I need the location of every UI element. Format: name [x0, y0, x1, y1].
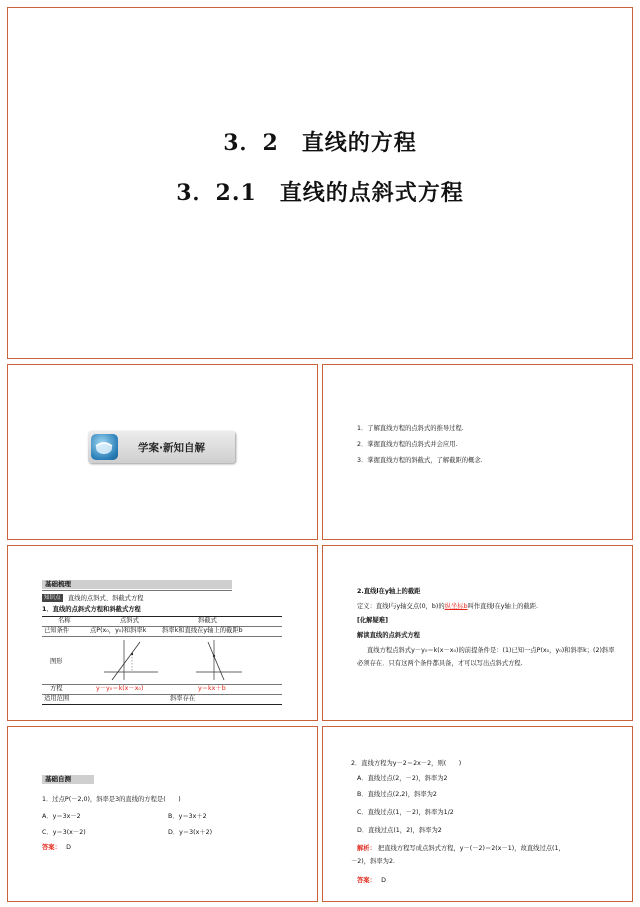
cell: 斜率k和直线在y轴上的截距b	[162, 627, 243, 634]
col-header: 斜截式	[198, 617, 217, 624]
slope-intercept-figure	[194, 638, 244, 682]
option-a[interactable]: A．y＝3x－2	[42, 813, 81, 820]
option-d[interactable]: D．y＝3(x＋2)	[168, 829, 213, 836]
table-top-rule	[42, 616, 282, 617]
learning-goals-slide	[322, 364, 633, 540]
answer-label: 答案：	[357, 877, 373, 884]
cell: 点P(x₀，y₀)和斜率k	[90, 627, 147, 634]
learning-badge-slide	[7, 364, 318, 540]
answer	[357, 877, 386, 885]
col-header: 名称	[58, 617, 71, 624]
cell: 斜率存在	[170, 695, 196, 702]
option-c[interactable]: C．直线过点(1，－2)，斜率为1/2	[357, 809, 454, 816]
goal-item: 2．掌握直线方程的点斜式并会应用.	[357, 441, 458, 448]
subsection-title: 3．2.1 直线的点斜式方程	[176, 180, 464, 206]
goal-item: 3．掌握直线方程的斜截式，了解截距的概念.	[357, 457, 483, 464]
table-title: 1．直线的点斜式方程和斜截式方程	[42, 606, 141, 613]
answer-value: D	[66, 844, 71, 851]
knowledge-title: 直线的点斜式、斜截式方程	[68, 595, 144, 602]
option-c[interactable]: C．y＝3(x－2)	[42, 829, 86, 836]
body-text: 直线方程点斜式y－y₀＝k(x－x₀)的前提条件是：(1)已知一点P(x₀，y₀)和斜率k；(2)斜率	[367, 647, 615, 654]
section-title: 3．2 直线的方程	[223, 130, 417, 156]
self-test-slide-2	[322, 726, 633, 902]
title-slide	[7, 7, 633, 359]
slope-intercept-equation: y＝kx＋b	[198, 685, 226, 692]
definition-prefix: 定义：直线l与y轴交点(0，b)的	[357, 603, 445, 610]
row-label: 适用范围	[44, 695, 70, 702]
row-label: 已知条件	[44, 627, 70, 634]
table-rule	[42, 636, 282, 637]
header-rule	[42, 590, 232, 591]
point-slope-equation: y－y₀＝k(x－x₀)	[96, 685, 144, 692]
goal-item: 1．了解直线方程的点斜式的推导过程.	[357, 425, 464, 432]
body-text: 必须存在．只有这两个条件都具备，才可以写出点斜式方程.	[357, 660, 523, 667]
table-rule	[42, 694, 282, 695]
option-d[interactable]: D．直线过点(1，2)，斜率为2	[357, 827, 442, 834]
heading: 2.直线l在y轴上的截距	[357, 588, 421, 595]
table-bottom-rule	[42, 704, 282, 705]
answer-label: 答案：	[42, 844, 58, 851]
question: 1．过点P(－2,0)，斜率是3的直线的方程是( )	[42, 796, 181, 803]
knowledge-table-slide	[7, 545, 318, 721]
analysis	[357, 845, 565, 853]
row-label: 方程	[50, 685, 63, 692]
question: 2．直线方程为y－2＝2x－2，则( )	[351, 760, 462, 767]
analysis-text-cont: －2)，斜率为2.	[351, 858, 395, 865]
note-label: [化解疑难]	[357, 617, 388, 624]
definition	[357, 603, 538, 611]
option-b[interactable]: B．直线过点(2,2)，斜率为2	[357, 791, 437, 798]
option-a[interactable]: A．直线过点(2，－2)，斜率为2	[357, 775, 448, 782]
option-b[interactable]: B．y＝3x＋2	[168, 813, 207, 820]
answer	[42, 844, 71, 852]
section-header: 基础梳理	[42, 580, 232, 589]
definition-highlight: 纵坐标b	[444, 603, 468, 610]
learning-badge[interactable]	[88, 431, 235, 463]
knowledge-tag: 知识点	[44, 595, 61, 601]
mouse-icon	[91, 434, 118, 460]
intercept-slide	[322, 545, 633, 721]
definition-suffix: 叫作直线l在y轴上的截距.	[467, 603, 539, 610]
answer-value: D	[381, 877, 386, 884]
badge-label: 学案·新知自解	[138, 442, 205, 454]
table-rule	[42, 684, 282, 685]
row-label: 图形	[50, 658, 63, 665]
point-slope-figure	[100, 638, 160, 682]
col-header: 点斜式	[120, 617, 139, 624]
analysis-text: 把直线方程写成点斜式方程，y－(－2)＝2(x－1)，故直线过点(1，	[377, 845, 565, 852]
sub-heading: 解读直线的点斜式方程	[357, 632, 420, 639]
self-test-slide-1	[7, 726, 318, 902]
analysis-label: 解析：	[357, 845, 376, 852]
section-header: 基础自测	[42, 775, 94, 784]
